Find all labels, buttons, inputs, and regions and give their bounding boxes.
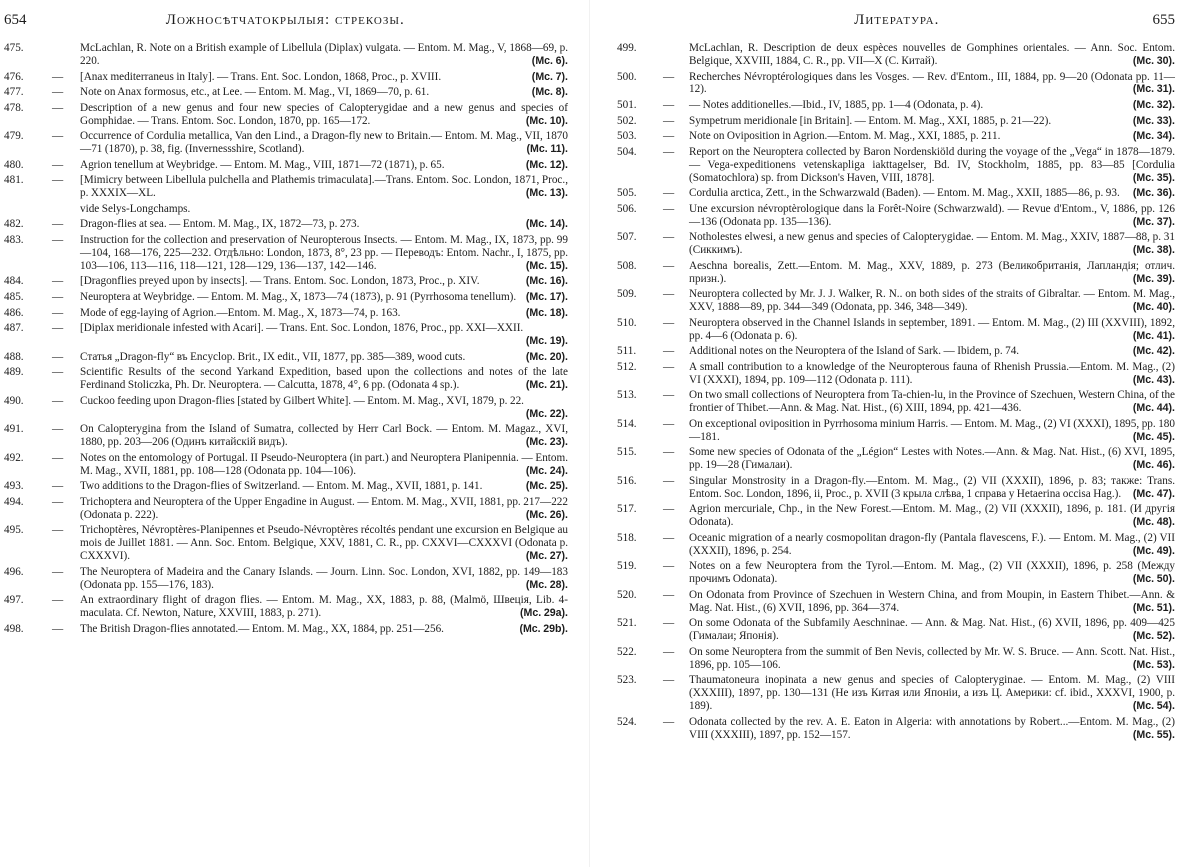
entry-number: 506. [617,202,637,215]
entry-dash: — [52,86,64,99]
entry-mc-reference: (Mc. 13). [525,187,568,200]
bibliography-entry [617,674,1175,713]
entry-dash: — [663,99,675,111]
entry-dash: — [663,645,675,658]
entry-mc-reference: (Mc. 49). [1132,544,1175,557]
entry-number: 481. [4,174,24,187]
entry-dash: — [52,130,64,143]
entry-mc-reference: (Mc. 54). [1132,700,1175,713]
entry-dash: — [663,674,675,687]
entry-text: Trichoptères, Névroptères-Planipennes et Pseudo-Névroptères récoltés pendant une excursion en Belgique au mois de Juillet 1881. — Ann. Soc. Entom. Belgique, XXV, 1881, C. R., pp. CXXVI—CXXXVI (Odonata p. CXXXVI). [80,524,568,563]
entry-dash: — [52,495,64,508]
bibliography-entry [4,86,568,99]
entry-mc-reference: (Mc. 35). [1132,171,1175,184]
entry-text: Occurrence of Cordulia metallica, Van den Lind., a Dragon-fly new to Britain.— Entom. M. Mag., VII, 1870—71 (1870), p. 38, fig. (Invernessshire, Scotland). [80,130,568,156]
entry-text: Note on Oviposition in Agrion.—Entom. M. Mag., XXI, 1885, p. 211. [689,130,1001,143]
entry-dash: — [663,474,675,487]
entry-number: 496. [4,565,24,578]
right-running-title: Литература. [854,12,940,28]
entry-text: The Neuroptera of Madeira and the Canary Islands. — Journ. Linn. Soc. London, XVI, 1882, pp. 149—183 (Odonata pp. 155—176, 183). [80,565,568,591]
entry-dash: — [663,288,675,301]
bibliography-entry [4,102,568,128]
entry-dash: — [52,594,64,607]
entry-text: Neuroptera observed in the Channel Islands in september, 1891. — Entom. M. Mag., (2) III (XXVIII), 1892, pp. 4—6 (Odonata p. 6). [689,316,1175,342]
entry-number: 504. [617,145,637,158]
bibliography-entry [4,322,568,348]
entry-dash: — [663,617,675,630]
entry-dash: — [663,560,675,573]
entry-text: Two additions to the Dragon-flies of Switzerland. — Entom. M. Mag., XVII, 1881, p. 141. [80,480,483,493]
left-running-head [4,12,568,32]
entry-mc-reference: (Mc. 45). [1132,430,1175,443]
entry-number: 518. [617,531,637,544]
entry-number: 486. [4,306,24,319]
entry-dash: — [52,306,64,319]
entry-mc-reference: (Mc. 7). [531,70,568,83]
entry-number: 521. [617,617,637,630]
entry-dash: — [52,275,64,288]
entry-text: Neuroptera at Weybridge. — Entom. M. Mag., X, 1873—74 (1873), p. 91 (Pyrrhosoma tenellum). [80,290,517,303]
entry-dash: — [663,345,675,358]
entry-text: [Anax mediterraneus in Italy]. — Trans. Ent. Soc. London, 1868, Proc., p. XVIII. [80,70,442,83]
entry-number: 517. [617,503,637,516]
entry-text: Статья „Dragon-fly“ въ Encyclop. Brit., IX edit., VII, 1877, pp. 385—389, wood cuts. [80,350,466,363]
entry-mc-reference: (Mc. 8). [531,86,568,99]
entry-mc-reference: (Mc. 41). [1132,329,1175,342]
entry-mc-reference: (Mc. 10). [525,114,568,127]
bibliography-entry [617,389,1175,415]
bibliography-entry [617,231,1175,257]
entry-number: 475. [4,42,24,54]
entry-text: vide Selys-Longchamps. [80,202,191,215]
entry-number: 500. [617,70,637,83]
entry-mc-reference: (Mc. 19). [525,335,568,348]
entry-mc-reference: (Mc. 23). [525,436,568,449]
entry-text: Odonata collected by the rev. A. E. Eaton in Algeria: with annotations by Robert...—Entom. M. Mag., (2) VIII (XXXIII), 1897, pp. 152—157. [689,715,1175,741]
entry-text: On some Neuroptera from the summit of Ben Nevis, collected by Mr. W. S. Bruce. — Ann. Scott. Nat. Hist., 1896, pp. 105—106. [689,645,1175,671]
entry-mc-reference: (Mc. 39). [1132,272,1175,285]
entry-number: 480. [4,158,24,171]
entry-text: An extraordinary flight of dragon flies. — Entom. M. Mag., XX, 1883, p. 88, (Malmö, Швеція, Lib. 4-maculata. Cf. Newton, Nature, XXVIII, 1883, p. 271). [80,594,568,620]
entry-dash: — [52,394,64,407]
entry-dash: — [663,316,675,329]
entry-text: Cordulia arctica, Zett., in the Schwarzwald (Baden). — Entom. M. Mag., XXII, 1885—86, p. 93. [689,187,1120,200]
entry-text: Une excursion névroptèrologique dans la Forêt-Noire (Schwarzwald). — Revue d'Entom., V, 1886, pp. 126—136 (Odonata pp. 135—136). [689,202,1175,228]
bibliography-entry [4,275,568,288]
entry-number: 524. [617,715,637,728]
entry-text: McLachlan, R. Description de deux espèces nouvelles de Gomphines orientales. — Ann. Soc. Entom. Belgique, XXVIII, 1884, C. R., pp. VII—X (С. Китай). [689,42,1175,67]
entry-number: 519. [617,560,637,573]
entry-dash: — [663,202,675,215]
bibliography-entry [4,496,568,522]
entry-mc-reference: (Mc. 36). [1132,187,1175,200]
entry-dash: — [663,417,675,430]
entry-text: Agrion mercuriale, Chp., in the New Forest.—Entom. M. Mag., (2) VII (XXXII), 1896, p. 181. (И другія Odonata). [689,503,1175,529]
bibliography-entry [617,446,1175,472]
entry-mc-reference: (Mc. 40). [1132,301,1175,314]
bibliography-entry [617,288,1175,314]
entry-dash: — [663,114,675,127]
entry-number: 515. [617,446,637,459]
entry-dash: — [663,187,675,200]
entry-number: 494. [4,495,24,508]
entry-number: 512. [617,360,637,373]
bibliography-entry [4,234,568,273]
entry-number: 503. [617,130,637,143]
entry-dash: — [52,423,64,436]
right-page [617,12,1175,744]
entry-mc-reference: (Mc. 53). [1132,658,1175,671]
entry-text: Some new species of Odonata of the „Légion“ Lestes with Notes.—Ann. & Mag. Nat. Hist., (6) XVI, 1895, pp. 19—28 (Гималаи). [689,446,1175,472]
entry-number: 492. [4,451,24,464]
entry-mc-reference: (Mc. 12). [525,158,568,171]
entry-mc-reference: (Mc. 29b). [519,622,568,635]
entry-mc-reference: (Mc. 42). [1132,345,1175,358]
entry-mc-reference: (Mc. 20). [525,350,568,363]
entry-text: The British Dragon-flies annotated.— Entom. M. Mag., XX, 1884, pp. 251—256. [80,622,444,635]
bibliography-entry [4,130,568,156]
entry-number: 501. [617,99,637,111]
entry-text: Scientific Results of the second Yarkand Expedition, based upon the collections and notes of the late Ferdinand Stoliczka, Ph. Dr. Neuroptera. — Calcutta, 1878, 4°, 6 pp. (Odonata 4 sp.). [80,366,568,392]
bibliography-entry [4,174,568,200]
entry-mc-reference: (Mc. 32). [1132,99,1175,111]
entry-number: 498. [4,622,24,635]
entry-mc-reference: (Mc. 17). [525,290,568,303]
entry-number: 484. [4,275,24,288]
entry-number: 493. [4,480,24,493]
entry-mc-reference: (Mc. 50). [1132,573,1175,586]
entry-text: Mode of egg-laying of Agrion.—Entom. M. Mag., X, 1873—74, p. 163. [80,306,401,319]
entry-mc-reference: (Mc. 26). [525,508,568,521]
bibliography-entry [617,260,1175,286]
entry-dash: — [663,588,675,601]
entry-text: [Dragonflies preyed upon by insects]. — Trans. Entom. Soc. London, 1873, Proc., p. XIV. [80,275,480,288]
entry-number: 488. [4,350,24,363]
entry-dash: — [663,446,675,459]
entry-mc-reference: (Mc. 21). [525,379,568,392]
entry-text: Dragon-flies at sea. — Entom. M. Mag., IX, 1872—73, p. 273. [80,218,360,231]
entry-text: Recherches Névroptérologiques dans les Vosges. — Rev. d'Entom., III, 1884, pp. 9—20 (Odonata pp. 11—12). [689,70,1175,96]
entry-dash: — [52,233,64,246]
bibliography-entry [617,42,1175,68]
bibliography-entry [4,480,568,493]
bibliography-entry [4,71,568,84]
entry-text: [Diplax meridionale infested with Acari]. — Trans. Ent. Soc. London, 1876, Proc., pp. XXI—XXII. [80,322,524,335]
entry-number: 523. [617,674,637,687]
entry-number: 491. [4,423,24,436]
bibliography-entry [4,218,568,231]
bibliography-entry [4,366,568,392]
entry-number: 520. [617,588,637,601]
entry-text: On exceptional oviposition in Pyrrhosoma minium Harris. — Entom. M. Mag., (2) VI (XXXI), 1895, pp. 180—181. [689,417,1175,443]
bibliography-entry [617,560,1175,586]
entry-mc-reference: (Mc. 27). [525,550,568,563]
right-entries [617,42,1175,742]
right-running-head [617,12,1175,32]
entry-text: On Calopterygina from the Island of Sumatra, collected by Herr Carl Bock. — Entom. M. Magaz., XVI, 1880, pp. 203—206 (Одинъ китайскій видъ). [80,423,568,449]
bibliography-entry [617,716,1175,742]
bibliography-entry [617,317,1175,343]
entry-mc-reference: (Mc. 25). [525,480,568,493]
entry-text: A small contribution to a knowledge of the Neuropterous fauna of Rhenish Prussia.—Entom. M. Mag., (2) VI (XXXI), 1894, pp. 109—112 (Odonata p. 111). [689,360,1175,386]
entry-number: 477. [4,86,24,99]
entry-mc-reference: (Mc. 18). [525,306,568,319]
entry-mc-reference: (Mc. 22). [525,407,568,420]
bibliography-entry [4,594,568,620]
entry-dash: — [52,622,64,635]
entry-dash: — [663,715,675,728]
entry-dash: — [52,350,64,363]
entry-text: — Notes additionelles.—Ibid., IV, 1885, pp. 1—4 (Odonata, p. 4). [689,99,984,111]
bibliography-entry [617,617,1175,643]
entry-mc-reference: (Mc. 51). [1132,601,1175,614]
bibliography-entry [4,351,568,364]
entry-text: Trichoptera and Neuroptera of the Upper Engadine in August. — Entom. M. Mag., XVII, 1881, pp. 217—222 (Odonata p. 222). [80,495,568,521]
entry-number: 478. [4,101,24,114]
entry-mc-reference: (Mc. 33). [1132,114,1175,127]
entry-dash: — [52,158,64,171]
bibliography-entry [617,589,1175,615]
entry-mc-reference: (Mc. 11). [526,143,568,156]
entry-dash: — [52,322,64,335]
entry-dash: — [52,451,64,464]
entry-mc-reference: (Mc. 15). [525,259,568,272]
entry-mc-reference: (Mc. 16). [525,275,568,288]
entry-mc-reference: (Mc. 14). [525,218,568,231]
bibliography-entry [617,203,1175,229]
bibliography-entry [4,291,568,304]
entry-text: Notes on a few Neuroptera from the Tyrol.—Entom. M. Mag., (2) VII (XXXII), 1896, p. 258 (Между прочимъ Odonata). [689,560,1175,586]
entry-text: McLachlan, R. Note on a British example of Libellula (Diplax) vulgata. — Entom. M. Mag., V, 1868—69, p. 220. [80,42,568,67]
entry-dash: — [663,145,675,158]
entry-dash: — [52,290,64,303]
entry-mc-reference: (Mc. 47). [1132,487,1175,500]
entry-number: 509. [617,288,637,301]
entry-number: 490. [4,394,24,407]
bibliography-entry [617,503,1175,529]
bibliography-entry [4,307,568,320]
entry-mc-reference: (Mc. 44). [1132,402,1175,415]
left-running-title: Ложносѣтчатокрылыя: стрекозы. [165,12,405,28]
entry-number: 516. [617,474,637,487]
bibliography-entry [4,395,568,421]
bibliography-entry [617,418,1175,444]
left-page [4,12,568,638]
bibliography-entry [617,646,1175,672]
entry-dash: — [663,531,675,544]
bibliography-entry [617,71,1175,97]
bibliography-entry [617,115,1175,128]
entry-dash: — [663,70,675,83]
entry-dash: — [663,231,675,244]
entry-number: 499. [617,42,637,54]
entry-number: 476. [4,70,24,83]
entry-dash: — [663,360,675,373]
bibliography-entry [4,42,568,68]
right-page-number: 655 [1152,12,1175,28]
entry-text: Oceanic migration of a nearly cosmopolitan dragon-fly (Pantala flavescens, F.). — Entom. M. Mag., (2) VII (XXXII), 1896, p. 254. [689,531,1175,557]
entry-text: On Odonata from Province of Szechuen in Western China, and from Moupin, in Eastern Thibet.—Ann. & Mag. Nat. Hist., (6) XVII, 1896, pp. 364—374. [689,588,1175,614]
bibliography-entry [4,452,568,478]
entry-number: 522. [617,645,637,658]
bibliography-entry [617,475,1175,501]
entry-dash: — [52,101,64,114]
entry-text: Sympetrum meridionale [in Britain]. — Entom. M. Mag., XXI, 1885, p. 21—22). [689,114,1052,127]
entry-dash: — [663,259,675,272]
entry-text: Neuroptera collected by Mr. J. J. Walker, R. N.. on both sides of the straits of Gibraltar. — Entom. M. Mag., XXV, 1888—89, pp. 344—349 (Odonata, pp. 346, 348—349). [689,288,1175,314]
entry-text: Description of a new genus and four new species of Calopterygidae and a new genus and species of Gomphidae. — Trans. Entom. Soc. London, 1870, pp. 165—172. [80,101,568,127]
entry-number: 495. [4,524,24,537]
entry-number: 510. [617,316,637,329]
entry-number: 483. [4,233,24,246]
bibliography-entry [4,524,568,563]
entry-mc-reference: (Mc. 28). [525,578,568,591]
entry-mc-reference: (Mc. 48). [1132,516,1175,529]
entry-mc-reference: (Mc. 43). [1132,373,1175,386]
entry-dash: — [52,366,64,379]
entry-mc-reference: (Mc. 31). [1132,83,1175,96]
entry-text: Notes on the entomology of Portugal. II Pseudo-Neuroptera (in part.) and Neuroptera Planipennia. — Entom. M. Mag., XVII, 1881, pp. 108—128 (Odonata pp. 104—106). [80,451,568,477]
bibliography-entry [617,345,1175,358]
entry-text: On some Odonata of the Subfamily Aeschninae. — Ann. & Mag. Nat. Hist., (6) XVII, 1896, pp. 409—425 (Гималаи; Японія). [689,617,1175,643]
entry-dash: — [663,130,675,143]
entry-number: 502. [617,114,637,127]
entry-dash: — [52,565,64,578]
entry-mc-reference: (Mc. 24). [525,464,568,477]
entry-mc-reference: (Mc. 34). [1132,130,1175,143]
entry-number: 479. [4,130,24,143]
left-entries [4,42,568,636]
bibliography-entry [4,423,568,449]
entry-dash: — [52,174,64,187]
entry-text: Notholestes elwesi, a new genus and species of Calopterygidae. — Entom. M. Mag., XXIV, 1887—88, p. 31 (Сиккимъ). [689,231,1175,257]
entry-number: 513. [617,389,637,402]
bibliography-entry [4,159,568,172]
entry-mc-reference: (Mc. 55). [1132,728,1175,741]
entry-number: 487. [4,322,24,335]
entry-text: [Mimicry between Libellula pulchella and Plathemis trimaculata].—Trans. Entom. Soc. London, 1871, Proc., p. XXXIX—XL. [80,174,568,200]
entry-text: Report on the Neuroptera collected by Baron Nordenskiöld during the voyage of the „Vega“ in 1878—1879. — Vega-expeditionens vetenskapliga iakttagelser, Bd. IV, Stockholm, 1885, pp. 83—85 [Cordulia (Somatochlora) sp. from Dickson's Haven, VIII, 1878]. [689,145,1175,184]
entry-text: Note on Anax formosus, etc., at Lee. — Entom. M. Mag., VI, 1869—70, p. 61. [80,86,430,99]
entry-text: Aeschna borealis, Zett.—Entom. M. Mag., XXV, 1889, p. 273 (Великобританія, Лапландія; отлич. призн.). [689,259,1175,285]
bibliography-entry [4,566,568,592]
entry-mc-reference: (Mc. 29a). [520,607,568,620]
bibliography-entry [4,623,568,636]
entry-text: Cuckoo feeding upon Dragon-flies [stated by Gilbert White]. — Entom. M. Mag., XVI, 1879, p. 22. [80,394,524,407]
entry-number: 497. [4,594,24,607]
entry-mc-reference: (Mc. 30). [1132,54,1175,67]
entry-number: 505. [617,187,637,200]
entry-number: 514. [617,417,637,430]
page-gutter [589,0,590,867]
bibliography-entry [617,99,1175,112]
bibliography-entry [617,146,1175,185]
entry-text: On two small collections of Neuroptera from Ta-chien-lu, in the Province of Szechuen, Western China, of the frontier of Thibet.—Ann. & Mag. Nat. Hist., (6) XIII, 1894, pp. 421—436. [689,389,1175,415]
entry-number: 508. [617,259,637,272]
entry-mc-reference: (Mc. 37). [1132,215,1175,228]
bibliography-entry [617,532,1175,558]
entry-number: 507. [617,231,637,244]
entry-mc-reference: (Mc. 6). [531,54,568,67]
entry-text: Additional notes on the Neuroptera of the Island of Sark. — Ibidem, p. 74. [689,345,1020,358]
bibliography-entry [617,361,1175,387]
entry-dash: — [663,503,675,516]
entry-mc-reference: (Mc. 52). [1132,630,1175,643]
entry-dash: — [663,389,675,402]
entry-dash: — [52,218,64,231]
bibliography-entry [617,130,1175,143]
entry-mc-reference: (Mc. 46). [1132,459,1175,472]
bibliography-entry [4,203,568,216]
bibliography-entry [617,187,1175,200]
left-page-number: 654 [4,12,27,28]
entry-text: Instruction for the collection and preservation of Neuropterous Insects. — Entom. M. Mag., IX, 1873, pp. 99—104, 168—176, 225—232. Отдѣльно: London, 1873, 8°, 23 pp. — Переводъ: Entom. Nachr., I, 1875, pp. 103—106, 113—116, 118—121, 128—129, 136—137, 142—146. [80,233,568,272]
entry-dash: — [52,524,64,537]
entry-dash: — [52,480,64,493]
entry-number: 511. [617,345,637,358]
entry-number: 482. [4,218,24,231]
entry-text: Thaumatoneura inopinata a new genus and species of Calopteryginae. — Entom. M. Mag., (2) VIII (XXXIII), 1897, pp. 130—131 (Не изъ Китая или Японіи, а изъ Ц. Америки: cf. ibid., XXXVI, 1900, p. 189). [689,674,1175,713]
entry-text: Singular Monstrosity in a Dragon-fly.—Entom. M. Mag., (2) VII (XXXII), 1896, p. 83; также: Trans. Entom. Soc. London, 1896, ii, Proc., p. XVII (3 крыла слѣва, 1 справа у Hetaerina occisa Hag.). [689,474,1175,500]
entry-dash: — [52,70,64,83]
entry-number: 485. [4,290,24,303]
entry-text: Agrion tenellum at Weybridge. — Entom. M. Mag., VIII, 1871—72 (1871), p. 65. [80,158,445,171]
entry-mc-reference: (Mc. 38). [1132,244,1175,257]
entry-number: 489. [4,366,24,379]
